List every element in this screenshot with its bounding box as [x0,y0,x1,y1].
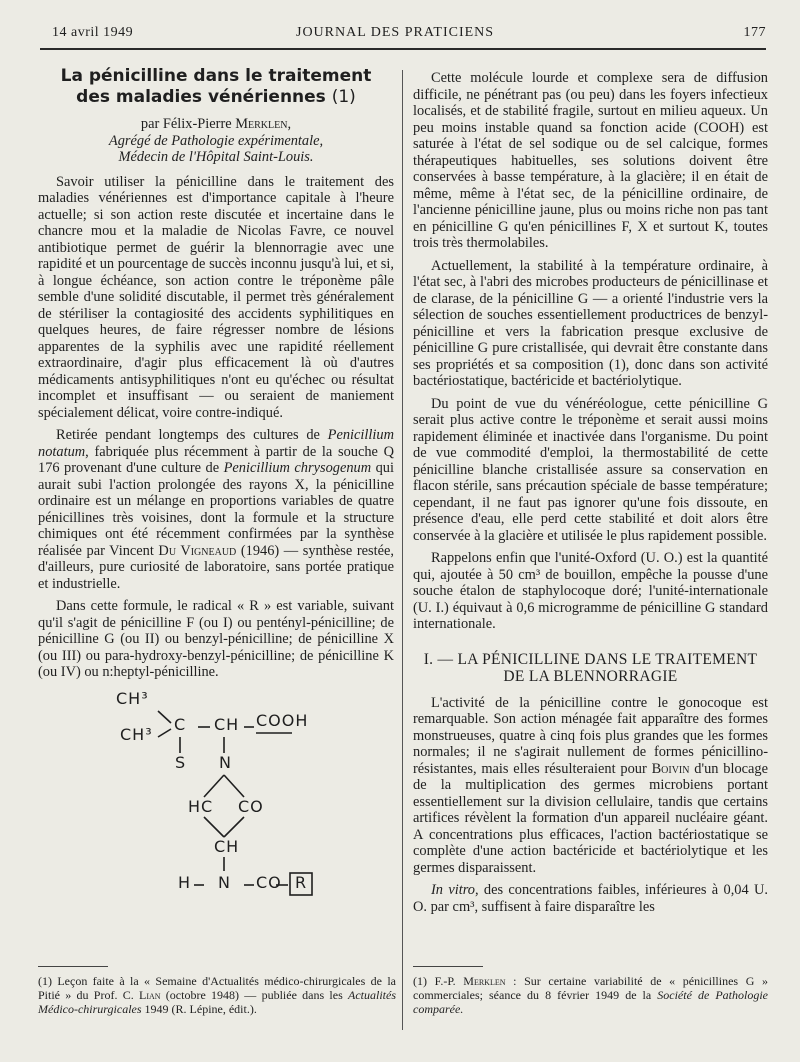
publication-name: Actualités Médico-chirurgicales [38,988,396,1016]
cited-author: Merklen [463,974,506,988]
formula-radical-r: R [295,872,308,892]
cited-author: Du Vigneaud [158,542,237,559]
byline [38,116,394,133]
footnote-right [413,974,768,1016]
left-paragraph-1: Savoir utiliser la pénicilline dans le traitement des maladies vénériennes est d'importance capitale à l'heure actuelle; si son action reste discutée et incertaine dans le chancre mou et la maladie de Nicolas Favre, ce nouvel antibiotique permet de guérir la blennorragie avec une rapidité et un pourcentage de succès inconnu jusqu'à lui, et si, à longue échéance, son action contre le tréponème pâle semble d'une solidité discutable, il permet très généralement de stériliser la contagiosité des accidents syphilitiques en quelques heures, de faire régresser nombre de lésions apparentes de la syphilis avec une rapidité réellement extraordinaire, d'agir plus efficacement là où d'autres médicaments antisyphilitiques n'ont eu qu'échec ou résultat incomplet et insuffisant — ou seraient de maniement spécialement délicat, voire contre-indiqué. [38,173,394,421]
society-name: Société de Pathologie comparée. [413,988,768,1016]
formula-co-bottom: CO [256,872,282,892]
section-heading-line-2: DE LA BLENNORRAGIE [503,667,678,685]
formula-hc: HC [188,796,214,816]
article-title [38,66,394,108]
cited-author: Boivin [651,760,690,777]
left-paragraph-3: Dans cette formule, le radical « R » est variable, suivant qu'il s'agit de pénicilline F (ou I) ou pentényl-pénicilline; de pénicilline G (ou II) ou benzyl-pénicilline; de pénicilline X (ou III) ou para-hydroxy-benzyl-pénicilline; de pénicilline K (ou IV) ou n:heptyl-pénicilline. [38,598,394,680]
column-divider [402,70,403,1030]
affiliation-2: Médecin de l'Hôpital Saint-Louis. [118,149,314,165]
right-paragraph-3: Du point de vue du vénéréologue, cette pénicilline G serait plus active contre le tréponème et serait aussi moins rapidement éliminée et inactivée dans l'organisme. Du point de vue commodité d'emploi, la thermostabilité de cette pénicilline blanche cristallisée assure sa conservation en flacon stérile, sans précaution spéciale de basse température; cependant, il ne faut pas ignorer qu'une fois dissoute, en présence d'eau, elle perd cette stabilité et doit alors être conservée à la glacière et utilisée le plus rapidement possible. [413,395,768,544]
text-run: : Sur certaine variabilité de « pénicillines G » commerciales; séance du 8 février 1949 de la [413,974,768,1002]
left-paragraph-2 [38,427,394,592]
right-paragraph-1: Cette molécule lourde et complexe sera de diffusion difficile, ne pénétrant pas (ou peu) dans les foyers infectieux localisés, et de stabilité fragile, surtout en milieu aqueux. Un peu moins instable quand sa fonction acide (COOH) est saturée à l'état de sel sodique ou de sel calcique, formes thérapeutiques habituelles, ses solutions doivent être conservées à basse température, à la glacière; il en était de même, même à l'état sec, de la pénicilline ordinaire, de l'ancienne pénicilline jaune, plus ou moins riche non pas tant en pénicilline G qu'en pénicillines F, X et surtout K, toutes trois très thermolabiles. [413,70,768,251]
text-run: (1946) — synthèse restée, d'ailleurs, pure curiosité de laboratoire, sans portée pratique et industrielle. [38,542,394,592]
header-rule [40,48,766,50]
text-run: Retirée pendant longtemps des cultures de [56,427,328,443]
header-page-number: 177 [743,25,766,40]
formula-c-main: C [174,714,187,734]
text-run: qui aurait subi l'action prolongée des rayons X, la pénicilline ordinaire est un mélange en proportions variables de quatre pénicillines très voisines, dont la formule et la structure chimiques ont été récemment confirmées par la synthèse réalisée par Vincent [38,460,394,559]
section-heading-line-1: I. — LA PÉNICILLINE DANS LE TRAITEMENT [423,650,758,668]
formula-co: CO [238,796,264,816]
title-footnote-ref: (1) [331,87,356,107]
author-name: Merklen [235,116,288,132]
formula-n-bottom: N [218,872,231,892]
species-name: Penicillium chrysogenum [223,460,372,476]
section-heading [413,651,768,685]
header-date: 14 avril 1949 [52,25,134,40]
formula-ch3-bottom: CH³ [120,724,153,744]
title-line-2: des maladies vénériennes [76,87,326,107]
formula-n: N [219,752,232,772]
text-run: L'activité de la pénicilline contre le gonocoque est remarquable. Son action ménagée fait apparaître des formes monstrueuses, quatre à cinq fois plus grandes que les formes normales; il ne s'agirait nullement de formes pénicillino-résistantes, mais elles résulteraient pour [413,694,768,777]
right-paragraph-4: Rappelons enfin que l'unité-Oxford (U. O.) est la quantité qui, ajoutée à 50 cm³ de bouillon, empêche la pousse d'une souche étalon de staphylocoque doré; l'unité-internationale (U. I.) équivaut à 0,6 microgramme de pénicilline G standard internationale. [413,550,768,632]
text-run: , fabriquée plus récemment à partir de la souche Q 176 provenant d'une culture de [38,443,394,476]
penicillin-formula [38,689,394,899]
formula-cooh: COOH [256,710,309,730]
left-column [38,66,394,899]
formula-h: H [178,872,192,892]
right-paragraph-5 [413,695,768,877]
footnote-left [38,974,396,1016]
footnote-rule-right [413,966,483,967]
species-name: Penicillium notatum [38,427,394,460]
formula-s: S [175,752,187,772]
formula-ch3-top: CH³ [116,688,149,708]
text-run: 1949 (R. Lépine, édit.). [141,1002,257,1016]
text-run: (octobre 1948) — publiée dans les [160,988,348,1002]
text-run: (1) Leçon faite à la « Semaine d'Actualités médico-chirurgicales de la Pitié » du Prof. C. [38,974,396,1002]
formula-ch-top: CH [214,714,240,734]
byline-prefix: par Félix-Pierre [140,116,236,132]
cited-author: Lian [138,988,161,1002]
text-run: d'un blocage de la multiplication des germes microbiens portant essentiellement sur la division cellulaire, tandis que certains artifices révèlent la formation d'un appareil nucléaire géant. A concentrations plus efficaces, l'action bactériostatique se complète d'une action bactéricide et bactériolytique et les germes disparaissent. [413,760,769,876]
formula-ch-bottom: CH [214,836,240,856]
right-paragraph-6 [413,882,768,915]
footnote-rule-left [38,966,108,967]
text-run: (1) F.-P. [413,974,464,988]
latin-term: In vitro [431,882,475,898]
right-paragraph-2: Actuellement, la stabilité à la température ordinaire, à l'état sec, à l'abri des microbes producteurs de pénicillinase et de clarase, de la pénicilline G — a orienté l'industrie vers la sélection de souches essentiellement productrices de benzyl-pénicilline et vers la fabrication presque exclusive de pénicilline G pure cristallisée, qui devrait être constante dans ses propriétés et sa composition (1), donc dans son activité bactériostatique, bactéricide et bactériolytique. [413,257,768,389]
title-line-1: La pénicilline dans le traitement [60,66,372,86]
right-column [413,70,768,921]
text-run: , des concentrations faibles, inférieures à 0,04 U. O. par cm³, suffisent à faire disparaître les [413,882,769,915]
affiliation-1: Agrégé de Pathologie expérimentale, [108,132,324,149]
byline-suffix: , [287,116,292,132]
header-journal-name: JOURNAL DES PRATICIENS [296,25,495,40]
